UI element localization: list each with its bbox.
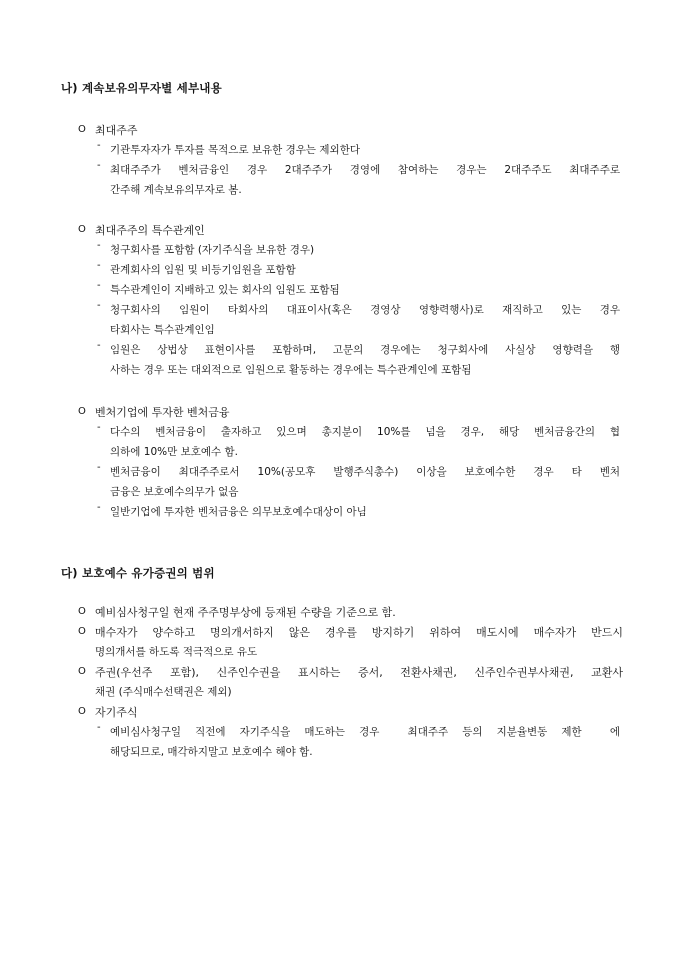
list-item-continuation: 채권 (주식매수선택권은 제외) (95, 686, 232, 698)
section-title-da: 다) 보호예수 유가증권의 범위 (61, 566, 215, 580)
group-heading-major-shareholder (78, 122, 138, 137)
list-item-continuation: 사하는 경우 또는 대외적으로 임원으로 활동하는 경우에는 특수관계인에 포함됨 (110, 364, 472, 376)
dash-bullet-icon: - (97, 260, 101, 271)
list-item-continuation: 금융은 보호예수의무가 없음 (110, 486, 239, 498)
circle-bullet-icon: O (78, 406, 86, 417)
group-heading-venture-finance (78, 404, 230, 419)
group-heading-text: 최대주주 (95, 124, 138, 137)
group-heading-text: 최대주주의 특수관계인 (95, 224, 205, 237)
circle-bullet-icon: O (78, 706, 86, 717)
document-page: 나) 계속보유의무자별 세부내용 O 최대주주 - 기관투자자가 투자를 목적으로 보유한 경우는 제외한다 - 최대주주가 벤처금융인 경우 2대주주가 경영에 참여하는 경우는 2대주주도 최대주주로 간주해 계속보유의무자로 봄. O 최대주주의 특수관계인 - 청구회사를 포함함 (자기주식을 보유한 경우) - 관계회사의 임원 및 비등기임원을 포함함 - 특수관계인이 지배하고 있는 회사의 임원도 포함됨 - 청구회사의 임원이 타회사의 대표이사(혹은 경영상 영향력행사)로 재직하고 있는 경우 타회사는 특수관계인임 - 임원은 상법상 표현이사를 포함하며, 고문의 경우에는 청구회사에 사실상 영향력을 행 사하는 경우 또는 대외적으로 임원으로 활동하는 경우에는 특수관계인에 포함됨 O 벤처기업에 투자한 벤처금융 - 다수의 벤처금융이 출자하고 있으며 총지분이 10%를 넘을 경우, 해당 벤처금융간의 협 의하에 10%만 보호예수 함. - 벤처금융이 최대주주로서 10%(공모후 발행주식총수) 이상을 보호예수한 경우 타 벤처 금융은 보호예수의무가 없음 - 일반기업에 투자한 벤처금융은 의무보호예수대상이 아님 다) 보호예수 유가증권의 범위 O 예비심사청구일 현재 주주명부상에 등재된 수량을 기준으로 함. O 매수자가 양수하고 명의개서하지 않은 경우를 방지하기 위하여 매도시에 매수자가 반드시 명의개서를 하도록 적극적으로 유도 O 주권(우선주 포함), 신주인수권을 표시하는 증서, 전환사채권, 신주인수권부사채권, 교환사 채권 (주식매수선택권은 제외) O 자기주식 - 예비심사청구일 직전에 자기주식을 매도하는 경우 최대주주 등의 지분율변동 제한 에 해당되므로, 매각하지말고 보호예수 해야 함. (61, 81, 623, 758)
group-heading-text: 벤처기업에 투자한 벤처금융 (95, 406, 230, 419)
circle-bullet-icon: O (78, 606, 86, 617)
list-item-continuation: 명의개서를 하도록 적극적으로 유도 (95, 646, 258, 658)
list-item-continuation: 의하에 10%만 보호예수 함. (110, 446, 238, 458)
list-item: O 예비심사청구일 현재 주주명부상에 등재된 수량을 기준으로 함. (78, 606, 396, 619)
dash-bullet-icon: - (97, 160, 101, 171)
dash-bullet-icon: - (97, 462, 101, 473)
circle-bullet-icon: O (78, 666, 86, 677)
list-item-continuation: 해당되므로, 매각하지말고 보호예수 해야 함. (110, 746, 313, 758)
list-item-continuation: 타회사는 특수관계인임 (110, 324, 215, 336)
circle-bullet-icon: O (78, 224, 86, 235)
dash-bullet-icon: - (97, 422, 101, 433)
dash-bullet-icon: - (97, 240, 101, 251)
dash-bullet-icon: - (97, 280, 101, 291)
dash-bullet-icon: - (97, 140, 101, 151)
circle-bullet-icon: O (78, 124, 86, 135)
group-heading-related-parties (78, 222, 205, 237)
dash-bullet-icon: - (97, 300, 101, 311)
list-item: O 매수자가 양수하고 명의개서하지 않은 경우를 방지하기 위하여 매도시에 매수자가 반드시 (78, 626, 623, 639)
dash-bullet-icon: - (97, 722, 101, 733)
section-title-na: 나) 계속보유의무자별 세부내용 (61, 81, 222, 95)
dash-bullet-icon: - (97, 340, 101, 351)
dash-bullet-icon: - (97, 502, 101, 513)
list-item: O 자기주식 (78, 706, 138, 719)
list-item-continuation: 간주해 계속보유의무자로 봄. (110, 184, 242, 196)
circle-bullet-icon: O (78, 626, 86, 637)
list-item: O 주권(우선주 포함), 신주인수권을 표시하는 증서, 전환사채권, 신주인수권부사채권, 교환사 (78, 666, 623, 679)
